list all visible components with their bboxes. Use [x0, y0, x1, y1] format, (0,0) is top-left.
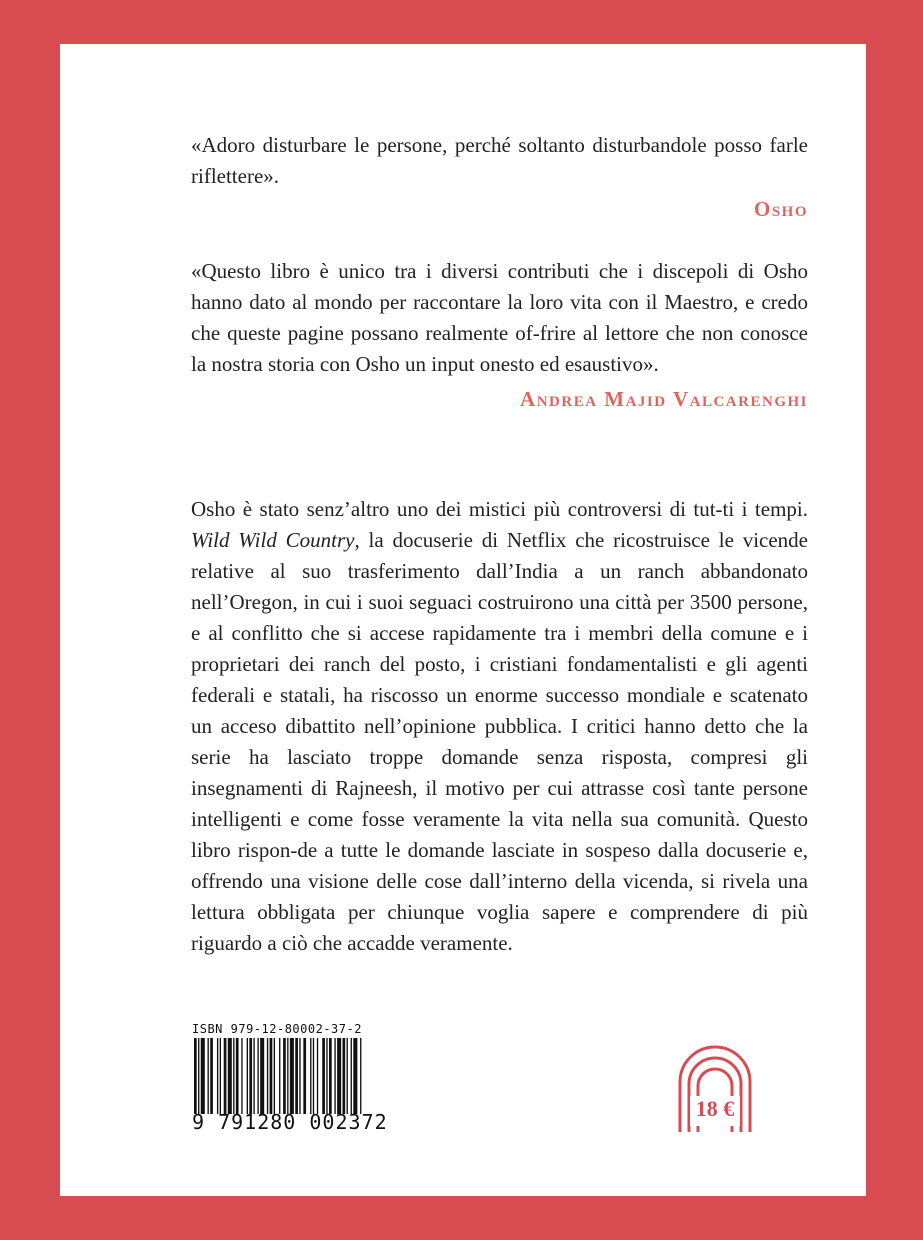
quote-osho	[191, 130, 808, 225]
description-title: Wild Wild Country	[191, 528, 355, 552]
isbn-label: ISBN 979-12-80002-37-2	[192, 1022, 362, 1036]
quote-valcarenghi	[191, 256, 808, 415]
quote-osho-author: Osho	[753, 197, 808, 221]
price-label: 18 €	[695, 1096, 735, 1121]
book-description	[191, 494, 808, 959]
barcode-icon	[192, 1038, 425, 1114]
description-part-1: Osho è stato senz’altro uno dei mistici più controversi di tut-ti i tempi.	[191, 497, 808, 521]
quote-osho-text: «Adoro disturbare le persone, perché soltanto disturbandole posso farle riflettere».	[191, 133, 808, 188]
back-cover-page	[60, 44, 866, 1196]
description-part-2: , la docuserie di Netflix che ricostruisce le vicende relative al suo trasferimento dall’India a un ranch abbandonato nell’Oregon, in cui i suoi seguaci costruirono una città per 3500 persone, e al conflitto che si accese rapidamente tra i membri della comune e i proprietari dei ranch del posto, i cristiani fondamentalisti e gli agenti federali e statali, ha riscosso un enorme successo mondiale e scatenato un acceso dibattito nell’opinione pubblica. I critici hanno detto che la serie ha lasciato troppe domande senza risposta, compresi gli insegnamenti di Rajneesh, il motivo per cui attrasse così tante persone intelligenti e come fosse veramente la vita nella sua comunità. Questo libro rispon-de a tutte le domande lasciate in sospeso dalla docuserie e, offrendo una visione delle cose dall’interno della vicenda, si rivela una lettura obbligata per chiunque voglia sapere e comprendere di più riguardo a ciò che accadde veramente.	[191, 528, 809, 955]
barcode-block	[192, 1023, 425, 1135]
ean-digits: 9 791280 002372	[192, 1110, 388, 1134]
quote-valcarenghi-text: «Questo libro è unico tra i diversi contributi che i discepoli di Osho hanno dato al mondo per raccontare la loro vita con il Maestro, e credo che queste pagine possano realmente of-frire al lettore che non conosce la nostra storia con Osho un input onesto ed esaustivo».	[191, 259, 808, 376]
publisher-logo	[676, 1038, 754, 1134]
quote-valcarenghi-author: Andrea Majid Valcarenghi	[520, 387, 808, 411]
description-paragraph	[191, 494, 808, 959]
